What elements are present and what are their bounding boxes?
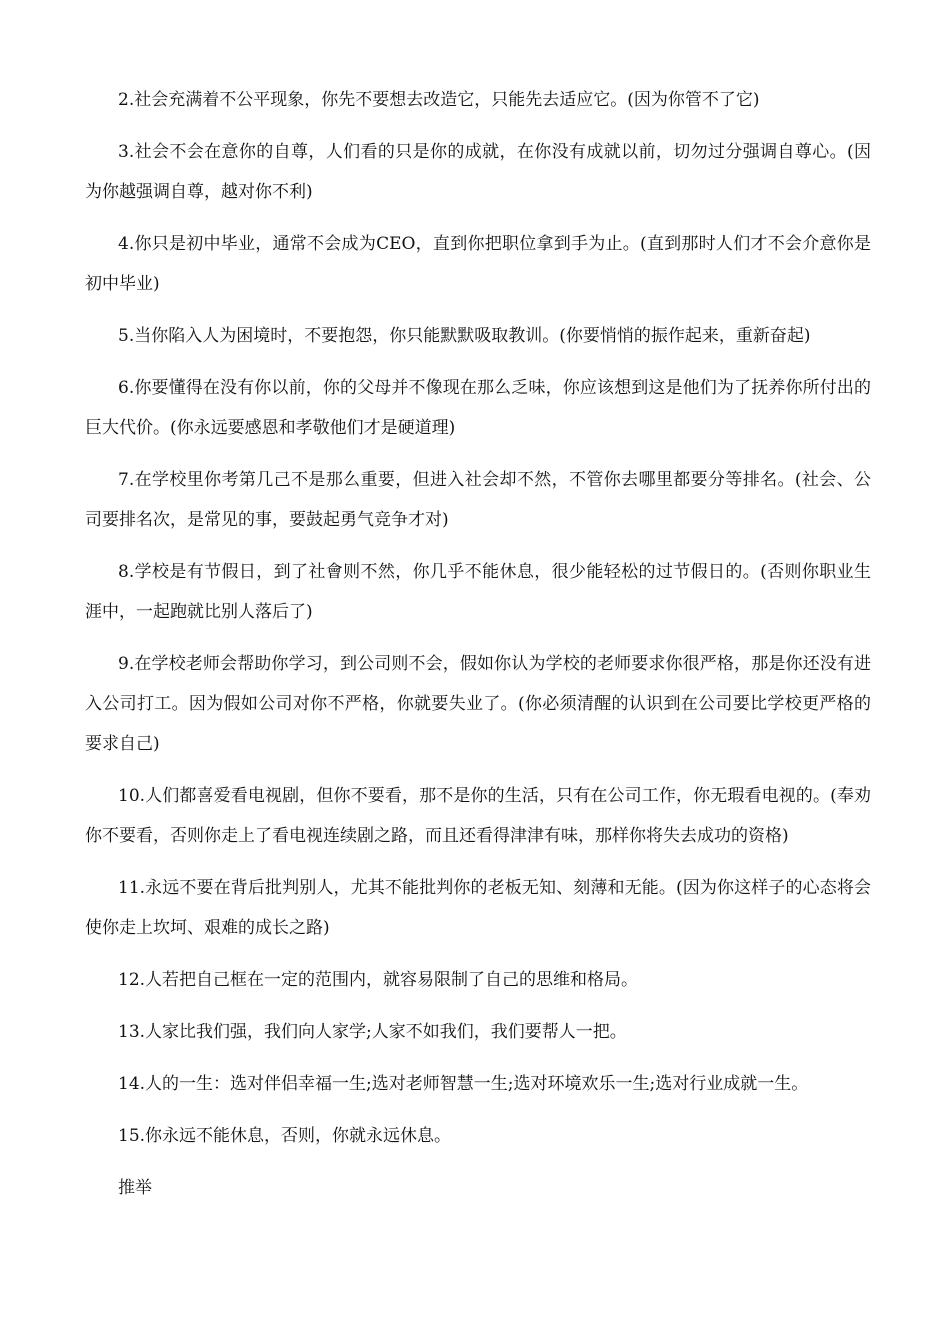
paragraph-item-12: 12.人若把自己框在一定的范围内，就容易限制了自己的思维和格局。 bbox=[118, 970, 639, 990]
section-heading-tuiju: 推举 bbox=[118, 1178, 152, 1198]
paragraph-item-10: 10.人们都喜爱看电视剧，但你不要看，那不是你的生活，只有在公司工作，你无瑕看电视的。(奉劝你不要看，否则你走上了看电视连续剧之路，而且还看得津津有味，那样你将失去成功的资格) bbox=[85, 786, 871, 846]
paragraph-item-7: 7.在学校里你考第几己不是那么重要，但进入社会却不然，不管你去哪里都要分等排名。(社会、公司要排名次，是常见的事，要鼓起勇气竞争才对) bbox=[85, 470, 871, 530]
document-body bbox=[85, 80, 871, 1208]
paragraph-item-4: 4.你只是初中毕业，通常不会成为CEO，直到你把职位拿到手为止。(直到那时人们才不会介意你是初中毕业) bbox=[85, 234, 871, 294]
paragraph-item-6: 6.你要懂得在没有你以前，你的父母并不像现在那么乏味，你应该想到这是他们为了抚养你所付出的巨大代价。(你永远要感恩和孝敬他们才是硬道理) bbox=[85, 378, 871, 438]
paragraph-item-11: 11.永远不要在背后批判别人，尤其不能批判你的老板无知、刻薄和无能。(因为你这样子的心态将会使你走上坎坷、艰难的成长之路) bbox=[85, 878, 871, 938]
paragraph-item-13: 13.人家比我们强，我们向人家学;人家不如我们，我们要帮人一把。 bbox=[118, 1022, 627, 1042]
paragraph-item-3: 3.社会不会在意你的自尊，人们看的只是你的成就，在你没有成就以前，切勿过分强调自尊心。(因为你越强调自尊，越对你不利) bbox=[85, 142, 871, 202]
paragraph-item-15: 15.你永远不能休息，否则，你就永远休息。 bbox=[118, 1126, 452, 1146]
paragraph-item-5: 5.当你陷入人为困境时，不要抱怨，你只能默默吸取教训。(你要悄悄的振作起来，重新奋起) bbox=[118, 326, 811, 346]
paragraph-item-8: 8.学校是有节假日，到了社會则不然，你几乎不能休息，很少能轻松的过节假日的。(否则你职业生涯中，一起跑就比别人落后了) bbox=[85, 562, 871, 622]
paragraph-item-9: 9.在学校老师会帮助你学习，到公司则不会，假如你认为学校的老师要求你很严格，那是你还没有进入公司打工。因为假如公司对你不严格，你就要失业了。(你必须清醒的认识到在公司要比学校更严格的要求自己) bbox=[85, 654, 871, 754]
paragraph-item-14: 14.人的一生：选对伴侣幸福一生;选对老师智慧一生;选对环境欢乐一生;选对行业成就一生。 bbox=[118, 1074, 809, 1094]
paragraph-item-2: 2.社会充满着不公平现象，你先不要想去改造它，只能先去适应它。(因为你管不了它) bbox=[118, 90, 760, 110]
